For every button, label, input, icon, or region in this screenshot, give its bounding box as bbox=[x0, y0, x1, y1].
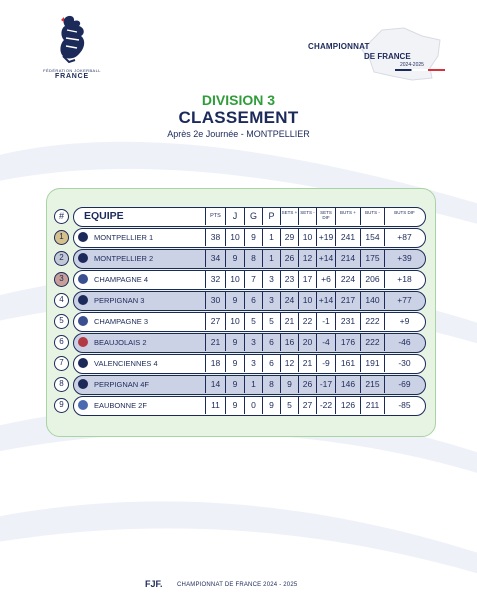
stat-cell-pts: 21 bbox=[205, 334, 225, 351]
stat-cell-bp: 146 bbox=[335, 376, 360, 393]
stat-cell-j: 9 bbox=[225, 376, 244, 393]
stat-cell-bd: -30 bbox=[384, 355, 424, 372]
stat-cell-j: 10 bbox=[225, 313, 244, 330]
stat-cell-sm: 10 bbox=[298, 292, 316, 309]
team-cell bbox=[74, 250, 205, 267]
stat-cell-sp: 21 bbox=[280, 313, 298, 330]
stat-cell-sm: 20 bbox=[298, 334, 316, 351]
stat-cell-bm: 154 bbox=[360, 229, 384, 246]
j-header: J bbox=[225, 208, 244, 225]
club-logo-icon bbox=[78, 400, 88, 410]
stat-cell-sp: 29 bbox=[280, 229, 298, 246]
stat-cell-sm: 17 bbox=[298, 271, 316, 288]
stat-cell-p: 3 bbox=[262, 292, 280, 309]
row-pill bbox=[73, 333, 426, 353]
buts-plus-header: BUTS + bbox=[335, 208, 360, 225]
stat-cell-sd: +19 bbox=[316, 229, 335, 246]
stat-cell-sd: +6 bbox=[316, 271, 335, 288]
team-name: CHAMPAGNE 3 bbox=[94, 317, 149, 326]
stat-cell-bp: 176 bbox=[335, 334, 360, 351]
row-pill bbox=[73, 249, 426, 269]
club-logo-icon bbox=[78, 232, 88, 242]
table-body bbox=[53, 228, 431, 416]
stat-cell-j: 9 bbox=[225, 355, 244, 372]
team-name: PERPIGNAN 4F bbox=[94, 380, 150, 389]
table-row bbox=[53, 354, 431, 374]
stat-cell-bd: +87 bbox=[384, 229, 424, 246]
stat-cell-j: 10 bbox=[225, 229, 244, 246]
stat-cell-j: 9 bbox=[225, 292, 244, 309]
table-row bbox=[53, 375, 431, 395]
rank-badge: 9 bbox=[54, 398, 69, 413]
team-name: MONTPELLIER 1 bbox=[94, 233, 154, 242]
stat-cell-p: 6 bbox=[262, 334, 280, 351]
stat-cell-sd: -4 bbox=[316, 334, 335, 351]
team-cell bbox=[74, 229, 205, 246]
g-header: G bbox=[244, 208, 262, 225]
stat-cell-bp: 217 bbox=[335, 292, 360, 309]
stat-cell-p: 6 bbox=[262, 355, 280, 372]
team-cell bbox=[74, 271, 205, 288]
federation-logo bbox=[32, 14, 112, 80]
stat-cell-bp: 126 bbox=[335, 397, 360, 414]
stat-cell-bm: 222 bbox=[360, 334, 384, 351]
stat-cell-sd: +14 bbox=[316, 250, 335, 267]
stat-cell-bp: 241 bbox=[335, 229, 360, 246]
stat-cell-bd: +39 bbox=[384, 250, 424, 267]
stat-cell-bp: 231 bbox=[335, 313, 360, 330]
row-pill bbox=[73, 375, 426, 395]
team-name: EAUBONNE 2F bbox=[94, 401, 147, 410]
stat-cell-pts: 34 bbox=[205, 250, 225, 267]
club-logo-icon bbox=[78, 379, 88, 389]
stat-cell-g: 5 bbox=[244, 313, 262, 330]
table-header-row bbox=[53, 207, 431, 227]
stat-cell-sp: 9 bbox=[280, 376, 298, 393]
stat-cell-g: 7 bbox=[244, 271, 262, 288]
row-pill bbox=[73, 270, 426, 290]
championship-line1: CHAMPIONNAT bbox=[308, 42, 370, 51]
standings-grid bbox=[53, 207, 431, 417]
stat-cell-g: 6 bbox=[244, 292, 262, 309]
stat-cell-bd: +9 bbox=[384, 313, 424, 330]
rank-badge: 3 bbox=[54, 272, 69, 287]
stat-cell-pts: 11 bbox=[205, 397, 225, 414]
stat-cell-sm: 21 bbox=[298, 355, 316, 372]
stat-cell-bd: -46 bbox=[384, 334, 424, 351]
subtitle: Après 2e Journée - MONTPELLIER bbox=[167, 129, 310, 139]
stat-cell-pts: 18 bbox=[205, 355, 225, 372]
stat-cell-bm: 206 bbox=[360, 271, 384, 288]
team-cell bbox=[74, 355, 205, 372]
rooster-icon bbox=[55, 14, 89, 66]
stat-cell-g: 9 bbox=[244, 229, 262, 246]
team-cell bbox=[74, 376, 205, 393]
row-pill bbox=[73, 354, 426, 374]
stat-cell-g: 1 bbox=[244, 376, 262, 393]
stat-cell-bd: +77 bbox=[384, 292, 424, 309]
stat-cell-sd: -22 bbox=[316, 397, 335, 414]
stat-cell-sp: 12 bbox=[280, 355, 298, 372]
stat-cell-p: 5 bbox=[262, 313, 280, 330]
championship-logo bbox=[300, 26, 450, 86]
p-header: P bbox=[262, 208, 280, 225]
stat-cell-sp: 24 bbox=[280, 292, 298, 309]
stat-cell-g: 0 bbox=[244, 397, 262, 414]
title-block bbox=[0, 92, 477, 140]
team-cell bbox=[74, 397, 205, 414]
stat-cell-pts: 38 bbox=[205, 229, 225, 246]
stat-cell-bm: 222 bbox=[360, 313, 384, 330]
rank-badge: 7 bbox=[54, 356, 69, 371]
pts-header: PTS bbox=[205, 208, 225, 225]
header-pill bbox=[73, 207, 426, 227]
rank-badge: 6 bbox=[54, 335, 69, 350]
stat-cell-bp: 214 bbox=[335, 250, 360, 267]
stat-cell-sm: 10 bbox=[298, 229, 316, 246]
stat-cell-p: 8 bbox=[262, 376, 280, 393]
club-logo-icon bbox=[78, 316, 88, 326]
stat-cell-p: 1 bbox=[262, 229, 280, 246]
row-pill bbox=[73, 396, 426, 416]
table-row bbox=[53, 228, 431, 248]
stat-cell-bp: 161 bbox=[335, 355, 360, 372]
club-logo-icon bbox=[78, 337, 88, 347]
row-pill bbox=[73, 312, 426, 332]
stat-cell-g: 3 bbox=[244, 355, 262, 372]
stat-cell-pts: 30 bbox=[205, 292, 225, 309]
table-row bbox=[53, 312, 431, 332]
classement-title: CLASSEMENT bbox=[178, 108, 299, 127]
team-name: MONTPELLIER 2 bbox=[94, 254, 154, 263]
stat-cell-p: 9 bbox=[262, 397, 280, 414]
stat-cell-sd: +14 bbox=[316, 292, 335, 309]
table-row bbox=[53, 249, 431, 269]
buts-minus-header: BUTS - bbox=[360, 208, 384, 225]
club-logo-icon bbox=[78, 253, 88, 263]
rank-badge: 5 bbox=[54, 314, 69, 329]
team-cell bbox=[74, 313, 205, 330]
stat-cell-bd: -69 bbox=[384, 376, 424, 393]
club-logo-icon bbox=[78, 295, 88, 305]
stat-cell-p: 1 bbox=[262, 250, 280, 267]
footer-fjf: FJF. bbox=[145, 579, 163, 589]
club-logo-icon bbox=[78, 358, 88, 368]
stat-cell-g: 8 bbox=[244, 250, 262, 267]
stat-cell-sp: 23 bbox=[280, 271, 298, 288]
team-name: VALENCIENNES 4 bbox=[94, 359, 158, 368]
stat-cell-sm: 12 bbox=[298, 250, 316, 267]
stat-cell-bm: 215 bbox=[360, 376, 384, 393]
rank-badge: 2 bbox=[54, 251, 69, 266]
stat-cell-g: 3 bbox=[244, 334, 262, 351]
sets-minus-header: SETS - bbox=[298, 208, 316, 225]
stat-cell-p: 3 bbox=[262, 271, 280, 288]
table-row bbox=[53, 396, 431, 416]
federation-small-text: FÉDÉRATION JOKERBALL bbox=[43, 68, 101, 73]
stat-cell-sp: 16 bbox=[280, 334, 298, 351]
rank-header: # bbox=[54, 209, 69, 224]
stat-cell-j: 9 bbox=[225, 250, 244, 267]
team-cell bbox=[74, 292, 205, 309]
team-name: CHAMPAGNE 4 bbox=[94, 275, 149, 284]
standings-table bbox=[46, 188, 436, 437]
stat-cell-j: 9 bbox=[225, 397, 244, 414]
stat-cell-bm: 140 bbox=[360, 292, 384, 309]
rank-badge: 4 bbox=[54, 293, 69, 308]
rank-badge: 1 bbox=[54, 230, 69, 245]
championship-season: 2024-2025 bbox=[400, 62, 424, 68]
stat-cell-sm: 22 bbox=[298, 313, 316, 330]
stat-cell-bd: -85 bbox=[384, 397, 424, 414]
team-name: PERPIGNAN 3 bbox=[94, 296, 145, 305]
table-row bbox=[53, 291, 431, 311]
team-header: EQUIPE bbox=[84, 210, 124, 222]
stat-cell-bm: 175 bbox=[360, 250, 384, 267]
stat-cell-j: 9 bbox=[225, 334, 244, 351]
sets-dif-header: SETS DIF bbox=[316, 208, 335, 225]
stat-cell-bd: +18 bbox=[384, 271, 424, 288]
division-title: DIVISION 3 bbox=[201, 92, 276, 108]
team-name: BEAUJOLAIS 2 bbox=[94, 338, 147, 347]
stat-cell-bp: 224 bbox=[335, 271, 360, 288]
stat-cell-j: 10 bbox=[225, 271, 244, 288]
sets-plus-header: SETS + bbox=[280, 208, 298, 225]
stat-cell-sm: 26 bbox=[298, 376, 316, 393]
tricolor-bar bbox=[395, 69, 445, 71]
row-pill bbox=[73, 228, 426, 248]
footer-text: CHAMPIONNAT DE FRANCE 2024 - 2025 bbox=[177, 582, 298, 588]
stat-cell-sd: -17 bbox=[316, 376, 335, 393]
stat-cell-sd: -1 bbox=[316, 313, 335, 330]
team-cell bbox=[74, 334, 205, 351]
club-logo-icon bbox=[78, 274, 88, 284]
buts-dif-header: BUTS DIF bbox=[384, 208, 424, 225]
stat-cell-sm: 27 bbox=[298, 397, 316, 414]
table-row bbox=[53, 270, 431, 290]
stat-cell-bm: 211 bbox=[360, 397, 384, 414]
championship-line2: DE FRANCE bbox=[364, 52, 411, 61]
stat-cell-pts: 14 bbox=[205, 376, 225, 393]
stat-cell-pts: 27 bbox=[205, 313, 225, 330]
row-pill bbox=[73, 291, 426, 311]
stat-cell-sp: 26 bbox=[280, 250, 298, 267]
stat-cell-sp: 5 bbox=[280, 397, 298, 414]
rank-badge: 8 bbox=[54, 377, 69, 392]
federation-name: FRANCE bbox=[55, 73, 89, 80]
stat-cell-sd: -9 bbox=[316, 355, 335, 372]
stat-cell-pts: 32 bbox=[205, 271, 225, 288]
table-row bbox=[53, 333, 431, 353]
stat-cell-bm: 191 bbox=[360, 355, 384, 372]
